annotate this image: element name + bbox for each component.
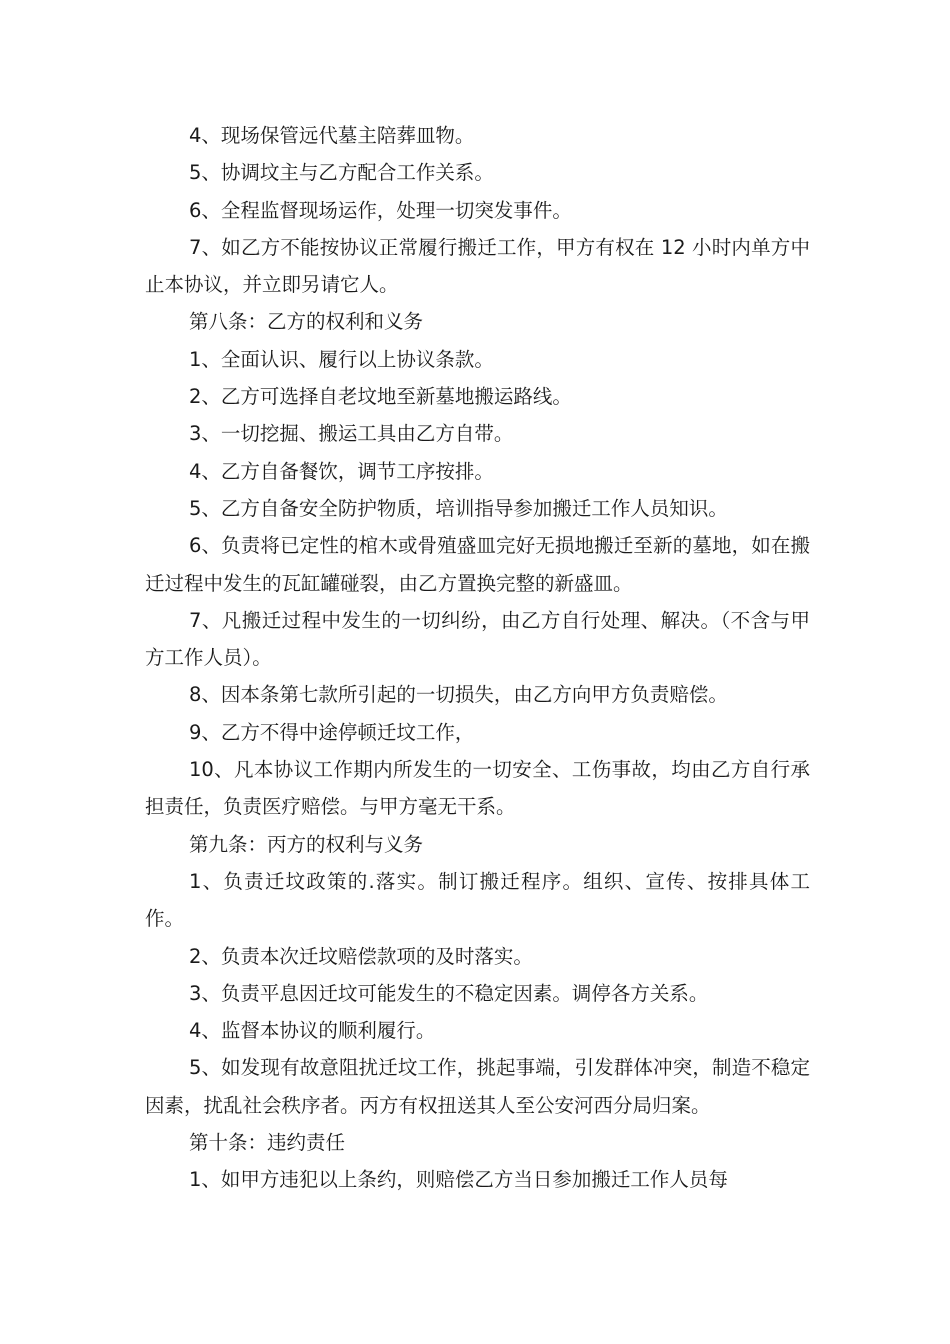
paragraph-a8-item-9: 9、乙方不得中途停顿迁坟工作，: [189, 720, 475, 744]
paragraph-a9-item-1: 1、负责迁坟政策的.落实。制订搬迁程序。组织、宣传、按排具体工作。: [145, 869, 810, 931]
paragraph-item-7: 7、如乙方不能按协议正常履行搬迁工作，甲方有权在 12 小时内单方中止本协议，并立即另请它人。: [145, 235, 810, 297]
article-9-heading: 第九条：丙方的权利与义务: [189, 832, 424, 856]
paragraph-a8-item-10: 10、凡本协议工作期内所发生的一切安全、工伤事故，均由乙方自行承担责任，负责医疗赔偿。与甲方毫无干系。: [145, 758, 810, 819]
paragraph-a9-item-4: 4、监督本协议的顺利履行。: [189, 1019, 436, 1043]
paragraph-a8-item-4: 4、乙方自备餐饮，调节工序按排。: [189, 459, 494, 483]
paragraph-a8-item-2: 2、乙方可选择自老坟地至新墓地搬运路线。: [189, 385, 572, 409]
article-10-heading: 第十条：违约责任: [189, 1131, 346, 1155]
paragraph-a8-item-5: 5、乙方自备安全防护物质，培训指导参加搬迁工作人员知识。: [189, 496, 728, 520]
paragraph-a8-item-3: 3、一切挖掘、搬运工具由乙方自带。: [189, 422, 514, 446]
paragraph-a9-item-2: 2、负责本次迁坟赔偿款项的及时落实。: [189, 944, 533, 968]
document-body: [145, 117, 810, 1199]
paragraph-a8-item-8: 8、因本条第七款所引起的一切损失，由乙方向甲方负责赔偿。: [189, 683, 728, 707]
paragraph-item-4: 4、现场保管远代墓主陪葬皿物。: [189, 124, 475, 147]
paragraph-item-6: 6、全程监督现场运作，处理一切突发事件。: [189, 198, 572, 222]
paragraph-a8-item-7: 7、凡搬迁过程中发生的一切纠纷，由乙方自行处理、解决。（不含与甲方工作人员）。: [145, 608, 810, 670]
paragraph-a9-item-3: 3、负责平息因迁坟可能发生的不稳定因素。调停各方关系。: [189, 981, 709, 1005]
article-8-heading: 第八条：乙方的权利和义务: [189, 310, 424, 334]
paragraph-a8-item-1: 1、全面认识、履行以上协议条款。: [189, 347, 494, 371]
paragraph-a8-item-6: 6、负责将已定性的棺木或骨殖盛皿完好无损地搬迁至新的墓地，如在搬迁过程中发生的瓦缸罐碰裂，由乙方置换完整的新盛皿。: [145, 534, 810, 595]
paragraph-item-5: 5、协调坟主与乙方配合工作关系。: [189, 161, 494, 185]
paragraph-a10-item-1: 1、如甲方违犯以上条约，则赔偿乙方当日参加搬迁工作人员每: [189, 1168, 728, 1192]
paragraph-a9-item-5: 5、如发现有故意阻扰迁坟工作，挑起事端，引发群体冲突，制造不稳定因素，扰乱社会秩序者。丙方有权扭送其人至公安河西分局归案。: [145, 1056, 810, 1117]
